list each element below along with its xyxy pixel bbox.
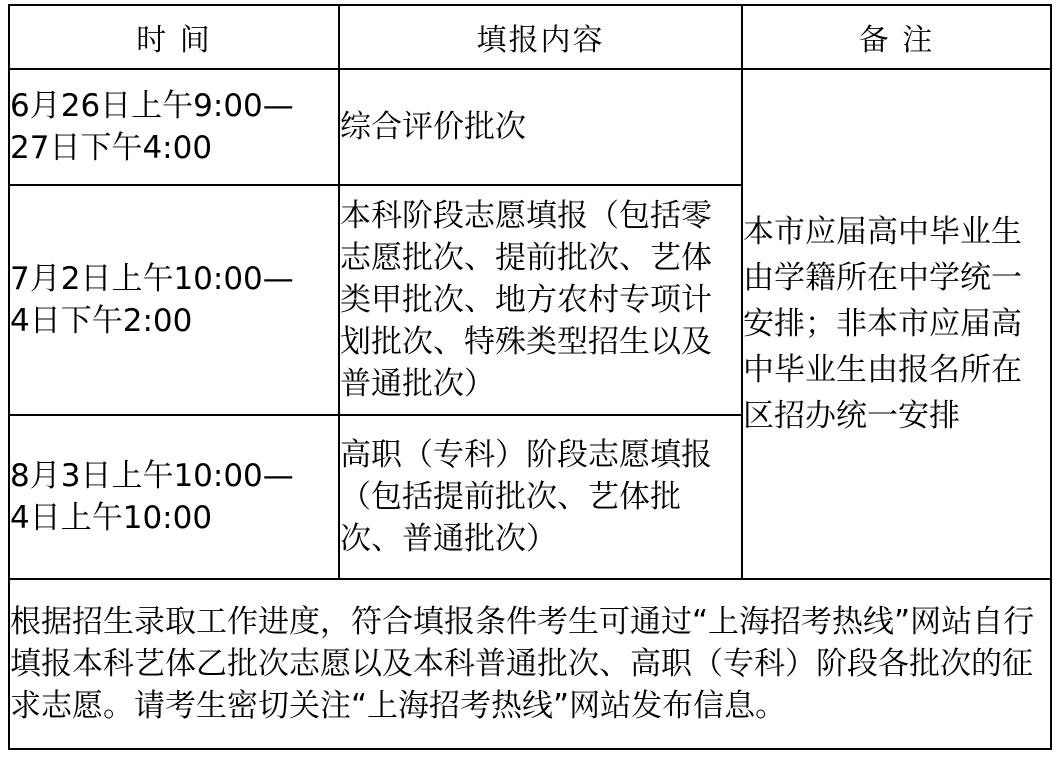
time-end: 4日下午2:00 (10, 303, 193, 339)
time-start: 8月3日上午10:00— (10, 458, 294, 494)
header-note: 备 注 (742, 5, 1051, 69)
header-time: 时 间 (9, 5, 339, 69)
table-header-row (9, 5, 1051, 69)
footer-note: 根据招生录取工作进度，符合填报条件考生可通过“上海招考热线”网站自行填报本科艺体乙批次志愿以及本科普通批次、高职（专科）阶段各批次的征求志愿。请考生密切关注“上海招考热线”网站发布信息。 (9, 579, 1051, 749)
header-content: 填报内容 (339, 5, 742, 69)
time-cell (9, 185, 339, 415)
time-start: 6月26日上午9:00— (10, 88, 294, 124)
content-cell: 综合评价批次 (339, 69, 742, 185)
note-cell: 本市应届高中毕业生由学籍所在中学统一安排；非本市应届高中毕业生由报名所在区招办统一安排 (742, 69, 1051, 579)
content-cell: 本科阶段志愿填报（包括零志愿批次、提前批次、艺体类甲批次、地方农村专项计划批次、特殊类型招生以及普通批次） (339, 185, 742, 415)
time-start: 7月2日上午10:00— (10, 261, 294, 297)
time-end: 27日下午4:00 (10, 130, 213, 166)
time-end: 4日上午10:00 (10, 500, 213, 536)
footer-row (9, 579, 1051, 749)
content-cell: 高职（专科）阶段志愿填报（包括提前批次、艺体批次、普通批次） (339, 415, 742, 579)
time-cell (9, 69, 339, 185)
time-cell (9, 415, 339, 579)
schedule-table (8, 4, 1052, 750)
table-row (9, 69, 1051, 185)
